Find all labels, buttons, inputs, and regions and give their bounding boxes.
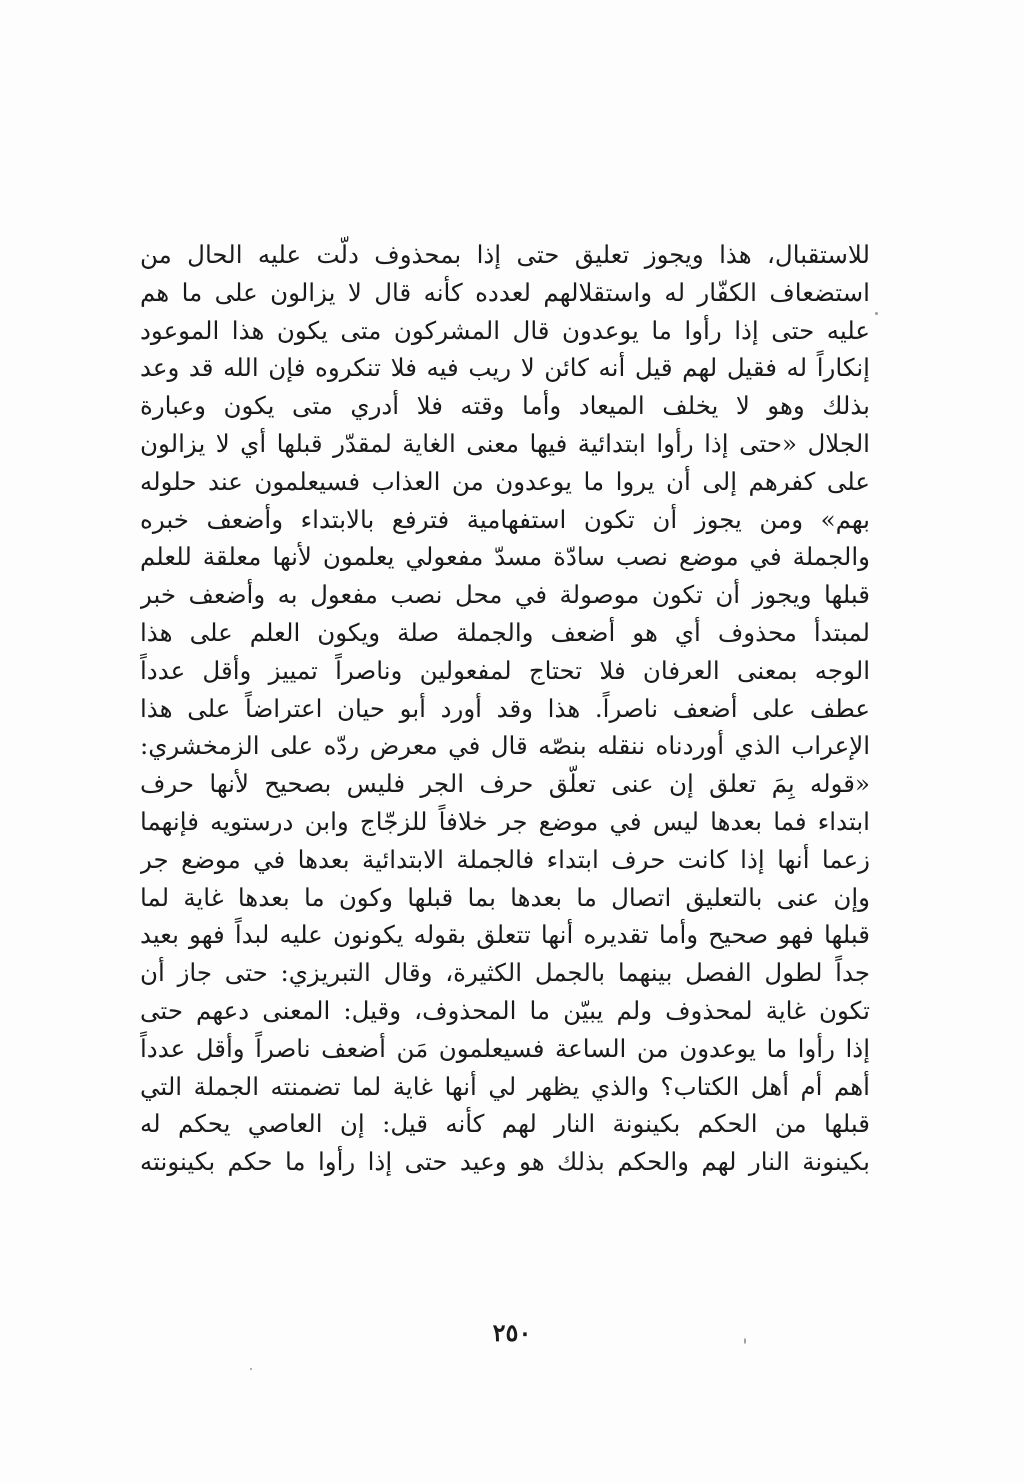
text-line-2: استضعاف الكفّار له واستقلالهم لعدده كأنه قال لا يزالون على ما هم [140,277,870,307]
scan-speck [875,312,878,315]
text-line-5: بذلك وهو لا يخلف الميعاد وأما وقته فلا أدري متى يكون وعبارة [140,391,870,421]
text-line-17: زعما أنها إذا كانت حرف ابتداء فالجملة الابتدائية بعدها في موضع جر [140,844,870,874]
text-line-20: جداً لطول الفصل بينهما بالجمل الكثيرة، وقال التبريزي: حتى جاز أن [140,958,870,988]
body-text [140,236,870,1181]
text-line-24: قبلها من الحكم بكينونة النار لهم كأنه قيل: إن العاصي يحكم له [140,1109,870,1139]
text-line-25: بكينونة النار لهم والحكم بذلك هو وعيد حتى إذا رأوا ما حكم بكينونته [140,1147,870,1177]
text-line-1: للاستقبال، هذا ويجوز تعليق حتى إذا بمحذوف دلّت عليه الحال من [140,240,870,269]
text-line-7: على كفرهم إلى أن يروا ما يوعدون من العذاب فسيعلمون عند حلوله [140,466,870,496]
text-line-10: قبلها ويجوز أن تكون موصولة في محل نصب مفعول به وأضعف خبر [140,580,870,610]
text-line-9: والجملة في موضع نصب سادّة مسدّ مفعولي يعلمون لأنها معلقة للعلم [140,542,870,572]
text-line-16: ابتداء فما بعدها ليس في موضع جر خلافاً للزجّاج وابن درستويه فإنهما [140,806,870,836]
text-line-13: عطف على أضعف ناصراً. هذا وقد أورد أبو حيان اعتراضاً على هذا [140,693,870,723]
scan-speck [744,1338,746,1344]
text-line-3: عليه حتى إذا رأوا ما يوعدون قال المشركون متى يكون هذا الموعود [140,315,870,345]
text-line-15: «قوله بِمَ تعلق إن عنى تعلّق حرف الجر فليس بصحيح لأنها حرف [140,769,870,799]
text-line-18: وإن عنى بالتعليق اتصال ما بعدها بما قبلها وكون ما بعدها غاية لما [140,882,870,912]
text-line-12: الوجه بمعنى العرفان فلا تحتاج لمفعولين وناصراً تمييز وأقل عدداً [140,655,870,685]
text-line-4: إنكاراً له فقيل لهم قيل أنه كائن لا ريب فيه فلا تنكروه فإن الله قد وعد [140,353,870,383]
text-line-22: إذا رأوا ما يوعدون من الساعة فسيعلمون مَن أضعف ناصراً وأقل عدداً [140,1033,870,1063]
text-line-14: الإعراب الذي أوردناه ننقله بنصّه قال في معرض ردّه على الزمخشري: [140,731,870,761]
text-line-8: بهم» ومن يجوز أن تكون استفهامية فترفع بالابتداء وأضعف خبره [140,504,870,534]
text-line-6: الجلال «حتى إذا رأوا ابتدائية فيها معنى الغاية لمقدّر قبلها أي لا يزالون [140,428,870,458]
text-line-21: تكون غاية لمحذوف ولم يبيّن ما المحذوف، وقيل: المعنى دعهم حتى [140,995,870,1025]
text-line-11: لمبتدأ محذوف أي هو أضعف والجملة صلة ويكون العلم على هذا [140,617,870,647]
text-line-23: أهم أم أهل الكتاب؟ والذي يظهر لي أنها غاية لما تضمنته الجملة التي [140,1071,870,1101]
page-number: ٢٥٠ [492,1318,532,1347]
scan-speck [250,1368,252,1370]
text-line-19: قبلها فهو صحيح وأما تقديره أنها تتعلق بقوله يكونون عليه لبداً فهو بعيد [140,920,870,950]
